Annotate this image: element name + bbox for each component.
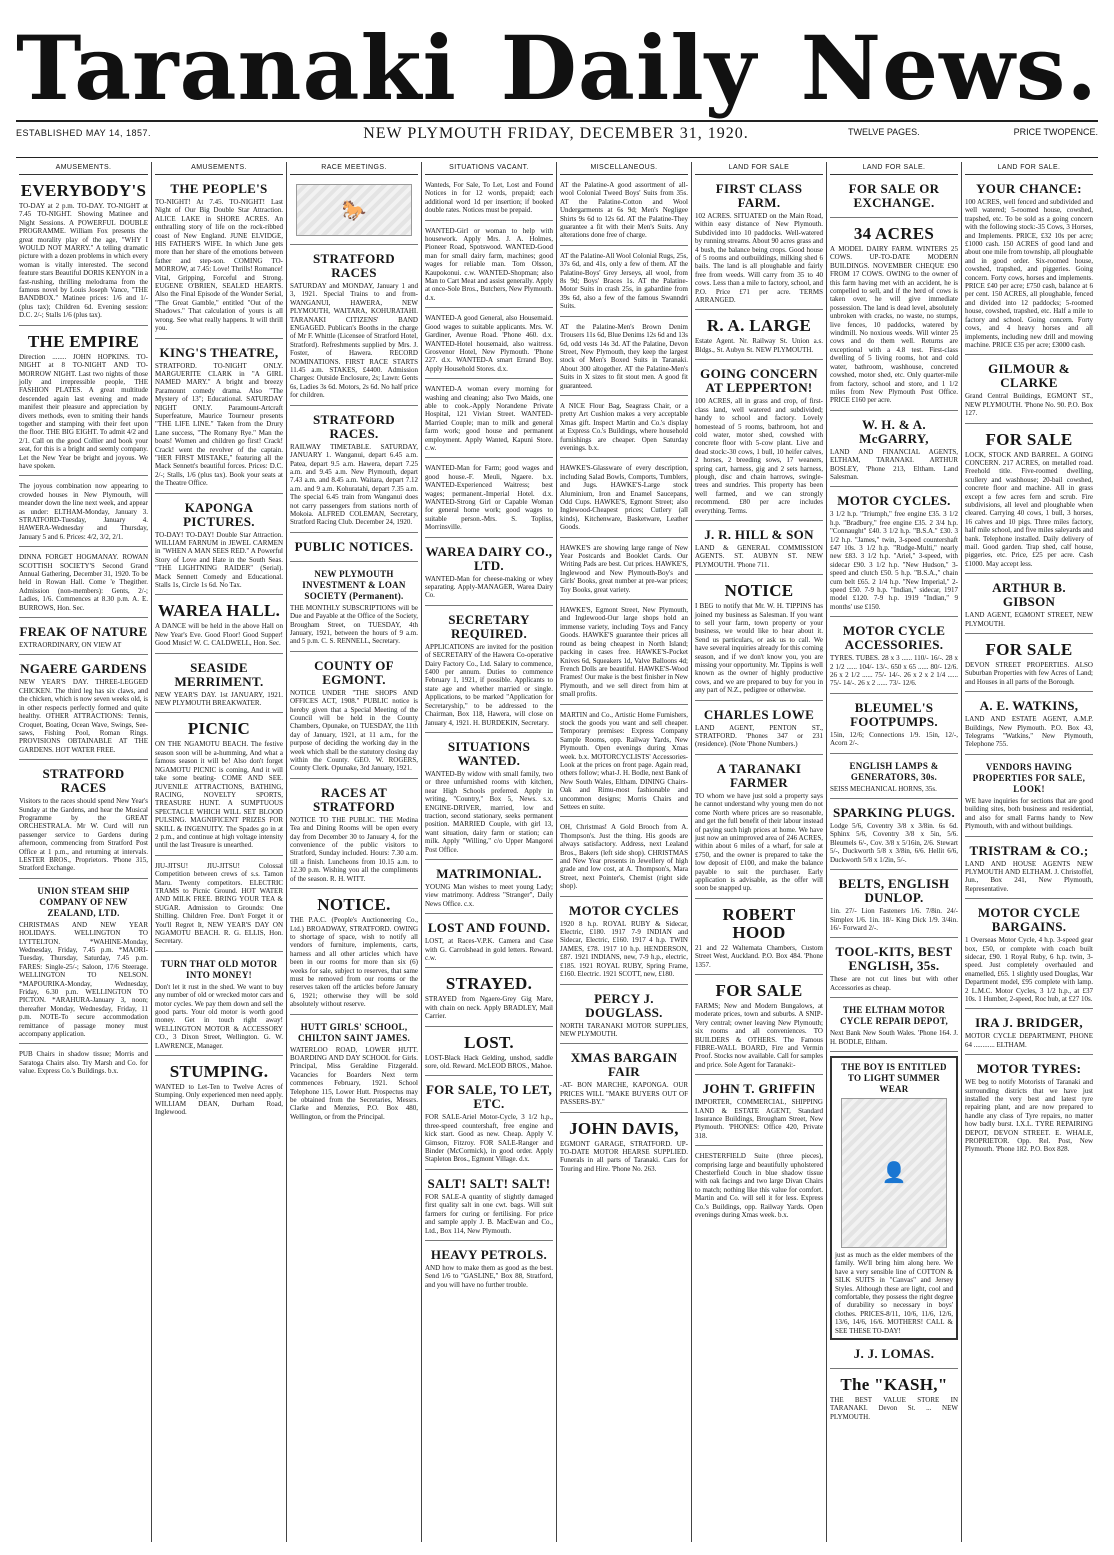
- notice-block: [425, 972, 553, 1026]
- notice-title: THE EMPIRE: [27, 331, 140, 351]
- notice-title: KING'S THEATRE,: [159, 344, 279, 360]
- notice-title: BELTS, ENGLISH DUNLOP.: [838, 876, 950, 906]
- notice-block: [560, 821, 688, 896]
- stagecoach-illustration: [296, 184, 412, 236]
- notice-text: NOTICE UNDER "THE SHOPS AND OFFICES ACT, 1908." PUBLIC notice is hereby given that a Special Meeting of the Council will be held in the County Chambers, Opunake, on TUESDAY, the 11th day of January, 1921, at 11 a.m., for the purpose of deciding the working day in the week which shall be the statutory closing day within the County. GEO. W. ROGERS, County Clerk. Opunake, 3rd January, 1921.: [290, 688, 418, 773]
- column-heading: AMUSEMENTS.: [19, 162, 148, 175]
- notice-title: 34 ACRES: [853, 224, 935, 243]
- notice-title: SITUATIONS WANTED.: [447, 738, 531, 768]
- notice-block: [425, 918, 553, 968]
- notice-text: LOCK, STOCK AND BARREL. A GOING CONCERN. 217 ACRES, on metalled road. Freehold title. Five-roomed dwelling, scullery and washhouse; 20-bail cowshed, concrete floor and machine. All in grass except a few acres fern and scrub. Fire subdivisions, all level and ploughable when cleared. Carrying 40 cows, 1 bull, 3 horses, 16 calves and 10 pigs. Three miles factory, half mile school, and five miles saleyards and bank. Telephone installed. Daily delivery of mail. Good garden. Trap shed, calf house, piggeries, etc. Price, £25 per acre. Cash £1000. May accept less.: [965, 450, 1093, 568]
- notice-block: [695, 179, 823, 310]
- notice-block: [965, 696, 1093, 755]
- notice-title: CHARLES LOWE: [703, 706, 815, 722]
- notice-text: Visitors to the races should spend New Year's Sunday at the Gardens, and hear the Musical Programme by the GREAT ORCHESTRALA. Mr W. Curd will run passenger service to Gardens during afternoon, commencing from Stratford Post Office at 1 p.m., and returning at intervals. LESTER BROS., Proprietors. 'Phone 315, Stratford Exchange.: [19, 797, 148, 873]
- notice-text: WATERLOO ROAD, LOWER HUTT. BOARDING AND DAY SCHOOL for Girls. Principal, Miss Geraldine Fitzgerald. Vacancies for Boarders Next term commences February, 1921. School Telephone 115, Lower Hutt. Prospectus may be obtained from the Secretaries, Messrs. Clarke and Menzies, P.O. Box 480, Wellington, or from the Principal.: [290, 1045, 418, 1121]
- notice-text: HAWKE'S, Egmont Street, New Plymouth, and Inglewood-Our large shops hold an immense variety, including Toys and Fancy Goods. HAWKE'S guarantee their prices all round as being cheapest in North Island; packing in cases free. HAWKE'S-Pocket Knives 6d, Squeakers 1d, Valve Balloons 4d; French Dolls are beautiful. HAWKE'S-Wood Frames! Our make is the best finisher in New Plymouth, and we sell direct from him at small profits.: [560, 606, 688, 699]
- notice-title: MOTOR CYCLE ACCESSORIES.: [842, 623, 946, 653]
- notice-text: LAND AND ESTATE AGENT, A.M.P. Buildings, New Plymouth. P.O. Box 43, Telegrams "Watkins," New Plymouth, Telephone 755.: [965, 715, 1093, 749]
- notice-title: SALT! SALT! SALT!: [427, 1175, 551, 1191]
- notice-block: [830, 621, 958, 694]
- notice-block: [560, 542, 688, 600]
- notice-block: [695, 1079, 823, 1146]
- notice-title: R. A. LARGE: [706, 316, 812, 336]
- notice-block: [830, 179, 958, 218]
- dateline-strap: [16, 120, 1098, 158]
- notice-block: [155, 956, 283, 1056]
- notice-block: [155, 599, 283, 653]
- notice-title: THE PEOPLE'S: [170, 181, 268, 196]
- column-2: [151, 162, 286, 1542]
- notice-text: LAND AGENT, PENTON ST., STRATFORD. 'Phones 347 or 231 (residence). (Note 'Phone Numbers.): [695, 723, 823, 749]
- notice-block: [425, 179, 553, 221]
- notice-block: [695, 759, 823, 899]
- established-line: ESTABLISHED MAY 14, 1857.: [16, 128, 152, 138]
- notice-block: [290, 249, 418, 406]
- notice-text: WANTED-Girl or woman to help with housework. Apply Mrs. J. A. Holmes, Pioneer Road, Spotswood. WANTED-Good man for small dairy farm, machines; good wages for reliable man. Tom Olsson, Kaupokonui. c.w. WANTED-Shopman; also Man to Cart Meat and assist generally. Apply at once-Sole Bros., Butchers, New Plymouth. d.x.: [425, 226, 553, 302]
- notice-title: NOTICE: [724, 581, 794, 601]
- notice-text: These are not cut lines but with other Accessories as cheap.: [830, 975, 958, 992]
- notice-text: NORTH TARANAKI MOTOR SUPPLIES, NEW PLYMOUTH.: [560, 1021, 688, 1038]
- notice-block: [425, 542, 553, 606]
- notice-text: HAWKE'S-Glassware of every description, including Salad Bowls, Comports, Tumblers, and Jugs. HAWKE'S-Large stock Aluminium, Iron and Enamel Saucepans, Odd Cups. HAWKE'S, Egmont Street; also Inglewood-Cheapest prices; Cutlery (all kinds), Kitchenware, Basketware, Leather Goods.: [560, 464, 688, 532]
- notice-text: CHESTERFIELD Suite (three pieces), comprising large and beautifully upholstered Chesterfield Couch in blue shadow tissue with oak facings and two large Divan Chairs to match; nothing like this value for comfort. Martin and Co. will sell it for less. Express Co.'s Buildings, opp. Railway Yards. Open evenings during Xmas week. b.x.: [695, 1152, 823, 1220]
- masthead-word-2: Daily: [500, 16, 757, 120]
- boy-figure-illustration: [841, 1098, 947, 1248]
- notice-title: FOR SALE: [985, 640, 1073, 660]
- notice-text: LOST, at Races-V.P.K. Camera and Case with G. Carrolshead in gold letters. Reward. c.w.: [425, 937, 553, 962]
- notice-block: [965, 179, 1093, 355]
- notice-block: [830, 758, 958, 799]
- notice-title: STRATFORD RACES.: [313, 411, 395, 441]
- notice-block: [290, 179, 418, 245]
- column-4: [421, 162, 556, 1542]
- notice-text: Don't let it rust in the shed. We want to buy any number of old or wrecked motor cars and motor cycles. We pay them down and sell the good parts. Your old motor is worth good money. Get in touch right away! WELLINGTON MOTOR & ACCESSORY CO., 3 Dixon Street, Wellington. G. W. LAWRENCE, Manager.: [155, 982, 283, 1050]
- notice-text: Estate Agent. Nr. Railway St. Union a.s. Bldgs., St. Aubyn St. NEW PLYMOUTH.: [695, 337, 823, 354]
- notice-block: [19, 764, 148, 879]
- notice-block: [425, 462, 553, 537]
- notice-text: AT the Palatine-A good assortment of all-wool Colonial Tweed Boys' Suits from 35s. AT the Palatine-Cotton and Wool Undergarments at 6s 9d; Men's Negligee Shirts 9s 6d to 12s 6d. AT the Palatine-They guarantee a fit with their Men's Suits. Any alterations done free of charge.: [560, 181, 688, 240]
- notice-block: [155, 658, 283, 714]
- notice-title: FOR SALE: [715, 980, 803, 1000]
- notice-text: WE beg to notify Motorists of Taranaki and surrounding districts that we have just installed the very best and latest tyre repairing plant, and are now prepared to handle any class of Tyre repairs, no matter how badly burst. I.X.L. TYRE REPAIRING DEPOT, DEVON STREET. E. WHALE, PROPRIETOR. Opp. Rel. Post, New Plymouth. 'Phone 182. P.O. Box 828.: [965, 1078, 1093, 1154]
- notice-block: [290, 783, 418, 889]
- notice-block: [830, 415, 958, 488]
- notice-block: [830, 1344, 958, 1369]
- notice-title: The "KASH,": [840, 1375, 948, 1394]
- notice-title: XMAS BARGAIN FAIR: [570, 1050, 678, 1080]
- column-heading: AMUSEMENTS.: [155, 162, 283, 175]
- notice-block: [155, 179, 283, 339]
- notice-block: [425, 1174, 553, 1241]
- notice-block: [965, 1059, 1093, 1159]
- column-6: [691, 162, 826, 1542]
- notice-title: FOR SALE, TO LET, ETC.: [425, 1082, 553, 1112]
- notice-title: YOUR CHANCE:: [976, 181, 1082, 196]
- notice-text: THE BEST VALUE STORE IN TARANAKI. Devon St. ... NEW PLYMOUTH.: [830, 1396, 958, 1421]
- column-heading: RACE MEETINGS.: [290, 162, 418, 175]
- notice-block: [830, 942, 958, 998]
- notice-text: YOUNG Man wishes to meet young Lady; view matrimony. Address "Stranger", Daily News Office. c.x.: [425, 882, 553, 908]
- notice-title: IRA J. BRIDGER,: [975, 1015, 1083, 1031]
- notice-title: ROBERT HOOD: [722, 904, 796, 942]
- notice-title: NEW PLYMOUTH INVESTMENT & LOAN SOCIETY (Permanent).: [302, 568, 406, 601]
- notice-block: [560, 604, 688, 704]
- notice-title: STRATFORD RACES: [313, 251, 395, 280]
- notice-title: VENDORS HAVING PROPERTIES FOR SALE, LOOK!: [972, 761, 1086, 794]
- notice-text: DINNA FORGET HOGMANAY. ROWAN SCOTTISH SOCIETY'S Second Grand Annual Gathering, December 31, 1920. To be held in Rowan Hall. Come 'e Thegither. Admission (non-members): Gents, 2/-; Ladies, 1/6. Commences at 8.30 p.m. A. E. BURROWS, Hon. Sec.: [19, 553, 148, 612]
- column-3: [286, 162, 421, 1542]
- notice-title: ARTHUR B. GIBSON: [992, 580, 1066, 610]
- notice-block: [560, 321, 688, 396]
- notice-title: SPARKING PLUGS.: [833, 805, 955, 821]
- notice-title: MOTOR CYCLES: [569, 902, 679, 918]
- notice-title: SEASIDE MERRIMENT.: [174, 659, 264, 689]
- notice-block: [965, 578, 1093, 634]
- notice-title: BLEUMEL'S FOOTPUMPS.: [850, 699, 938, 729]
- notice-title: PICNIC: [187, 719, 251, 739]
- notice-block: [19, 179, 148, 326]
- notice-text: FOR SALE-A quantity of slightly damaged first quality salt in one cwt. bags. Will suit farmers for curing or fertilising. For price and sample apply J. B. MacEwan and Co., Ltd., Box 114, New Plymouth.: [425, 1192, 553, 1235]
- notice-block: [965, 759, 1093, 837]
- notice-text: WE have inquiries for sections that are good building sites, both business and residential, and also for small Farms handy to New Plymouth, with and without buildings.: [965, 796, 1093, 831]
- notice-text: FOR SALE-Ariel Motor-Cycle, 3 1/2 h.p., three-speed countershaft, free engine and kick start. Good as new. Cheap. Apply V. Gimson, Fitzroy. FOR SALE-Ranger and Binder (McCormick), in good order. Apply Stapleton Bros., Egmont Village. d.x.: [425, 1113, 553, 1164]
- notice-block: [19, 659, 148, 760]
- notice-block: [695, 314, 823, 360]
- notice-block: [560, 1117, 688, 1179]
- notice-title: EVERYBODY'S: [20, 181, 147, 200]
- notice-title: TURN THAT OLD MOTOR INTO MONEY!: [160, 958, 278, 980]
- notice-block: [425, 1080, 553, 1169]
- notice-text: 1 Overseas Motor Cycle, 4 h.p. 3-speed gear box, £50, or complete with coach built sidecar, £90. 1 Royal Ruby, 6 h.p. twin, 3-speed. Just completely overhauled and enamelled, £65. 1 slightly used Douglas, War Department model, £95 complete with lamp. 2 L.M.C. Motor Cycles, 3 1/2 h.p., at £37 10s. 1 Humber, 2-speed, Roc hub, at £27 10s.: [965, 936, 1093, 1003]
- notice-block: [830, 698, 958, 754]
- notice-text: 100 ACRES, well fenced and subdivided and well watered; 5-roomed house, cowshed, trapshed, etc. To be sold as a going concern with the following stock:-35 Cows, 3 Horses, and Implements. PRICE, £32 10s per acre; £1000 cash. 150 ACRES of good land and about one mile from township, all ploughable and in good order. Six-roomed house, cowshed, trapshed, and piggeries. Going concern. Forty cows, horses and implements. PRICE £40 per acre; £750 cash, balance at 6 per cent. 150 ACRES, all ploughable, fenced and divided into 12 paddocks; 5-roomed house, cowshed, trapshed, etc. Half a mile to factory and school. Going concern. Forty cows, and 4 heavy horses and all implements, including new drill and mowing machine. PRICE £35 per acre; £3000 cash.: [965, 198, 1093, 349]
- notice-text: LAND AND FINANCIAL AGENTS, ELTHAM, TARANAKI. ARTHUR BOSLEY, 'Phone 213, Eltham. Land Salesman.: [830, 447, 958, 481]
- notice-text: FARMS; New and Modern Bungalows, at moderate prices, town and suburbs. A SNIP-Very central; owner leaving New Plymouth; six rooms and all conveniences. TO BUILDERS & OTHERS. The Famous FIBRE-WALL BOARD, Fire and Vermin Proof. Stocks now available. Call for samples and price. Sole Agent for Taranaki:-: [695, 1001, 823, 1069]
- notice-text: TO whom we have just sold a property says he cannot understand why young men do not come North where prices are so reasonable, and get the full benefit of their labour instead of paying such high prices at home. We have just now an unimproved area of 246 ACRES, within about 6 miles of a wharf, for sale at £750, and the owner is prepared to take the low deposit of £100, and make the balance payable to suit the purchaser. Early application is advisable, as the offer will soon be snapped up.: [695, 791, 823, 893]
- notice-block: [19, 883, 148, 1045]
- notice-block: [965, 841, 1093, 900]
- notice-block: [830, 1056, 958, 1340]
- notice-block: [425, 1245, 553, 1294]
- notice-block: [560, 709, 688, 818]
- column-1: [16, 162, 151, 1542]
- notice-title: FOR SALE: [985, 429, 1073, 449]
- notice-title: KAPONGA PICTURES.: [183, 499, 255, 529]
- notice-block: [290, 566, 418, 652]
- notice-text: STRATFORD. TO-NIGHT ONLY. MARGUERITE CLARK in "A GIRL NAMED MARY." A bright and breezy Paramount comedy drama. Also "The Mystery of 13"; Educational. SATURDAY NIGHT ONLY. Paramount-Artcraft Superfeature, Maurice Tourneur presents "THE LIFE LINE." Taken from the Drury Lane success, "The Romany Rye." Man the boats! Women and children go first! Crack! Crack! went the revolver of the captain. "HER FIRST MISTAKE," featuring all the Mack Sennett's beautiful forces. Prices: D.C. 2/-; Stalls, 1/6 (plus tax). Book your seats at the Theatre Office.: [155, 361, 283, 488]
- notice-text: Grand Central Buildings, EGMONT ST., NEW PLYMOUTH. 'Phone No. 90. P.O. Box 127.: [965, 392, 1093, 418]
- notice-title: NGAERE GARDENS: [20, 661, 147, 677]
- notice-block: [560, 1048, 688, 1112]
- notice-block: [830, 1373, 958, 1426]
- notice-title: JOHN DAVIS,: [569, 1118, 679, 1138]
- notice-block: [155, 498, 283, 596]
- notice-title: SECRETARY REQUIRED.: [448, 611, 530, 641]
- notice-title: J. J. LOMAS.: [853, 1346, 935, 1361]
- notice-text: EXTRAORDINARY, ON VIEW AT: [19, 641, 122, 650]
- notice-block: [425, 312, 553, 379]
- notice-text: STRAYED from Ngaere-Grey Gig Mare, with chain on neck. Apply BRADLEY, Mail Carrier.: [425, 995, 553, 1021]
- masthead-word-1: Taranaki: [16, 16, 457, 120]
- notice-block: [560, 462, 688, 537]
- notice-title: NOTICE.: [317, 895, 391, 915]
- notice-title: GOING CONCERN AT LEPPERTON!: [700, 366, 818, 396]
- column-7: [826, 162, 961, 1542]
- notice-text: JIU-JITSU! JIU-JITSU! Colossal Competition between crews of s.s. Tamon Maru. Twenty competitors. ELECTRIC TRAMS to Picnic Ground. HOT WATER AND MILK FREE. BRING YOUR TEA & SUGAR. Admission to Grounds: One Shilling. Children Free. Don't Forget it or You'll Regret It, NEW YEAR'S DAY ON NGAMOTU BEACH. R. G. ELLIS, Hon. Secretary.: [155, 861, 283, 946]
- notice-text: AND how to make them as good as the best. Send 1/6 to "GASLINE," Box 88, Stratford, and you will have no further trouble.: [425, 1263, 553, 1289]
- column-heading: LAND FOR SALE: [695, 162, 823, 175]
- notice-text: LAND & GENERAL COMMISSION AGENTS. ST. AUBYN ST. NEW PLYMOUTH. 'Phone 711.: [695, 543, 823, 569]
- notice-block: [290, 1019, 418, 1127]
- notice-block: [290, 410, 418, 533]
- notice-title: FIRST CLASS FARM.: [715, 181, 803, 210]
- notice-block: [830, 491, 958, 617]
- notice-text: ON THE NGAMOTU BEACH. The festive season soon will be a-humming, And what a famous season it will be! Also don't forget NGAMOTU PICNIC is coming, And it will take some beating- COME AND SEE. JUVENILE ATTRACTIONS, BATHING, RACING, NOVELTY SPORTS, TREASURE HUNT. A SUMPTUOUS SPECTACLE WHICH WILL SET BLOOD PULSING. MAGNIFICENT PRIZES FOR SKILL & INGENUITY. The Spades go in at 2 p.m., and continue at high voltage intensity until the last Treasure is unearthed.: [155, 740, 283, 850]
- notice-title: LOST AND FOUND.: [427, 920, 551, 936]
- notice-text: Next Bank New South Wales. 'Phone 164. J. H. BODLE, Eltham.: [830, 1029, 958, 1046]
- notice-text: HAWKE'S are showing large range of New Year Postcards and Booklet Cards. Our Writing Pads are best. Cut prices. HAWKE'S, Inglewood and New Plymouth-Boy's and Girls' Books, great number at pre-war prices; Toy Books, great variety.: [560, 543, 688, 594]
- dateline: NEW PLYMOUTH FRIDAY, DECEMBER 31, 1920.: [363, 125, 749, 142]
- notice-text: EGMONT GARAGE, STRATFORD. UP-TO-DATE MOTOR HEARSE SUPPLIED. Funerals in all parts of Taranaki. Cars for Touring and Hire. 'Phone No. 263.: [560, 1139, 688, 1173]
- notice-text: WANTED-A good General, also Housemaid. Good wages to suitable applicants. Mrs. W. Gardiner, Avenue Road. 'Phone 460. d.x. WANTED-Hotel housemaid, also waitress. Grosvenor Hotel, New Plymouth. 'Phone 227. d.x. WANTED-A smart Errand Boy. Apply Household Stores. d.x.: [425, 314, 553, 373]
- notice-text: WANTED-By widow with small family, two or three unfurnished rooms with kitchen, near High Schools preferred. Apply in writing, "Country," Box 5, News. s.x. ENGINE-DRIVER, married, low and traction, second stationary, seeks permanent position. MARRIED Couple, with girl 13, want situation, dairy farm or station; can milk. Apply "Willing," c/o Upper Mangorei Post Office.: [425, 769, 553, 854]
- notice-text: The joyous combination now appearing to crowded houses in New Plymouth, will meander down the line next week, and appear as under: ELTHAM-Monday, January 3. STRATFORD-Tuesday, January 4. HAWERA-Wednesday and Thursday, January 5 and 6. Prices: 4/2, 3/2, 2/1.: [19, 482, 148, 541]
- notice-text: LOST-Black Hack Gelding, unshod, saddle sore, old. Reward. McLEOD BROS., Mahoe.: [425, 1053, 553, 1071]
- notice-title: UNION STEAM SHIP COMPANY OF NEW ZEALAND, LTD.: [37, 885, 130, 918]
- notice-title: TOOL-KITS, BEST ENGLISH, 35s.: [835, 944, 953, 974]
- notice-title: FOR SALE OR EXCHANGE.: [848, 181, 940, 210]
- column-heading: MISCELLANEOUS.: [560, 162, 688, 175]
- notice-text: WANTED-Man for Farm; good wages and good house.-F. Meuli, Ngaere. b.x. WANTED-Experienced Waitress; best wages; permanent.-Imperial Hotel. d.x. WANTED-Strong Girl or Capable Woman for general home work; good wages to suitable person.-Mrs. S. Topliss, Morrinsville.: [425, 464, 553, 532]
- notice-block: [290, 893, 418, 1014]
- notice-block: [155, 1060, 283, 1122]
- notice-text: I BEG to notify that Mr. W. H. TIPPINS has joined my business as Salesman. If you want to sell your farm, town property or your business, we would like to hear about it. Send us particulars, or ask us to call. We have several inquiries already for this coming season, and if we don't know you, you are missing your opportunity. Mr. Tippins is well known as the owner of highly productive cows, and we are prepared to buy for you in any part of N.Z., pedigree or otherwise.: [695, 602, 823, 695]
- notice-text: Direction ........ JOHN HOPKINS. TO-NIGHT at 8 TO-NIGHT AND TO-MORROW NIGHT. Last two nights of those jolly and irrepressible people, THE FASHION PLATES. A great multitude descended again last evening and made manifest their pleasure and appreciation by divers methods, even to smiting their hands together and stamping with their feet upon the floor. THE BIG EIGHT. To admit 4/2 and 2/1. Call on the good Collier and book your seat, for this is a bright and seemly company. Let the New Year be bright and joyous. We have spoken.: [19, 352, 148, 470]
- notice-text: 100 ACRES, all in grass and crop, of first-class land, well watered and subdivided; handy to school and factory. Lovely homestead of 5 rooms, bathroom, hot and cold water, motor shed, cowshed with concrete floor with 5-cow plant. Live and dead stock:-30 cows, 1 bull, 10 heifer calves, 2 horses, 2 breeding sows, 17 weaners, spring cart, harness, gig and 2 sets harness, plough, disc and chain harrows, swingle-trees and sundries. This property has been well farmed, and we can strongly recommend. £80 per acre includes everything. Terms.: [695, 397, 823, 515]
- notice-title: FREAK OF NATURE: [19, 624, 148, 640]
- notice-title: ENGLISH LAMPS & GENERATORS, 30s.: [849, 760, 939, 782]
- notice-text: THE P.A.C. (People's Auctioneering Co., Ltd.) BROADWAY, STRATFORD. OWING to shortage of space, wish to notify all vendors of furniture, implements, carts, harness and all other articles which have been in our rooms for more than six (6) weeks for sale, subject to reserves, that same must be removed from our rooms or the reserves taken off the articles before January 6, 1921; otherwise they will be sold absolutely without reserve.: [290, 916, 418, 1009]
- notice-title: W. H. & A. McGARRY,: [859, 416, 929, 446]
- notice-block: [19, 551, 148, 618]
- notice-title: A. E. WATKINS,: [979, 698, 1079, 714]
- notice-text: AT the Palatine-Men's Brown Denim Trousers 11s 6d, Blue Denims 12s 6d and 13s 6d, odd vests 14s 3d. AT the Palatine, Devon Street, New Plymouth, they keep the largest stock of Men's Boxed Suits in Taranaki. About 300 altogether. AT the Palatine-Men's Suits in X sizes to fit stout men. A good fit guaranteed.: [560, 322, 689, 390]
- notice-text: LAND AND HOUSE AGENTS NEW PLYMOUTH AND ELTHAM. J. Christoffel, Jun., Box 241, New Plymouth, Representative.: [965, 859, 1093, 893]
- page-count: TWELVE PAGES.: [848, 127, 920, 137]
- notice-block: [155, 860, 283, 952]
- notice-title: J. R. HILL & SON: [704, 526, 814, 542]
- notice-text: LAND AGENT, EGMONT STREET, NEW PLYMOUTH.: [965, 611, 1093, 628]
- notice-title: JOHN T. GRIFFIN: [702, 1081, 816, 1097]
- notice-block: [830, 222, 958, 411]
- notice-block: [290, 656, 418, 779]
- notice-text: WANTED to Let-Ten to Twelve Acres of Stumping. Only experienced men need apply. WILLIAM DEAN, Durham Road, Inglewood.: [155, 1083, 283, 1117]
- notice-title: HEAVY PETROLS.: [430, 1246, 548, 1262]
- notice-block: [695, 364, 823, 521]
- notice-block: [560, 250, 688, 317]
- notice-text: Wanteds, For Sale, To Let, Lost and Found Notices in for 12 words, prepaid; each additional word 1d per insertion; if booked double rates. Notices must be prepaid.: [425, 181, 553, 215]
- notice-title: MATRIMONIAL.: [436, 865, 542, 881]
- notice-title: STRATFORD RACES: [42, 766, 125, 796]
- notice-text: WANTED-A woman every morning for washing and cleaning; also Two Maids, one able to cook.-Apply Norandene Private Hospital, 121 Vivian Street. WANTED-Married Couple; man to milk and general farm work; good house and permanent employment. Apply Wanted, Kapuni Store. c.w.: [425, 385, 553, 452]
- notice-title: STUMPING.: [169, 1062, 269, 1082]
- column-heading: LAND FOR SALE.: [965, 162, 1093, 175]
- notice-title: GILMOUR & CLARKE: [988, 361, 1070, 391]
- notice-block: [155, 717, 283, 855]
- masthead: [16, 8, 1098, 120]
- notice-title: PERCY J. DOUGLASS.: [585, 990, 663, 1020]
- column-heading: LAND FOR SALE.: [830, 162, 958, 175]
- notice-title: MOTOR CYCLE BARGAINS.: [977, 905, 1081, 935]
- notice-text: OH, Christmas! A Gold Brooch from A. Thompson's. Just the thing. His goods are always satisfactory. Address, next Lealand Bros., Bakers (left side shop). CHRISTMAS and New Year presents in Jewellery of high grade and low cost, at A. Thompson's, Mara Street, next Pointer's, Chemist (right side shop).: [560, 823, 688, 891]
- column-heading: SITUATIONS VACANT.: [425, 162, 553, 175]
- notice-text: 1in. 27/- Lion Fasteners 1/6. 7/8in. 24/- Simplex 1/6. 1in. 18/- King Dick 1/9. 3/4in. 16/- Forward 2/-.: [830, 907, 958, 932]
- notice-text: 15in, 12/6; Connections 1/9. 15in, 12/-, Acorn 2/-.: [830, 730, 958, 748]
- notice-text: just as much as the elder members of the family. We'll bring him along here. We have a very sensible line of COTTON & SILK SUITS in "Canvas" and Jersey Styles. Although these are light, cool and comfortable, they possess the right degree of durability so necessary in boys' clothes. PRICES-8/11, 10/6, 11/6, 12/6, 13/6, 14/6, 16/6. MOTHERS! CALL & SEE THESE TO-DAY!: [835, 1250, 953, 1335]
- notice-block: [290, 537, 418, 562]
- notice-block: [425, 864, 553, 914]
- notice-text: TO-NIGHT! At 7.45. TO-NIGHT! Last Night of Our Big Double Star Attraction. ALICE LAKE in SHORE ACRES. An enthralling story of life on the rock-ribbed coast of New England. JUNE ELVIDGE, HIS FATHER'S WIFE. In which June gets more than her share of the emotions between father and step-son. COMING TO-MORROW, at 7.45: Love! Thrills! Romance! Vital, Gripping, Forceful and Strong. EUGENE O'BRIEN, SEALED HEARTS. Also the Final Episode of the Wonder Serial, "The Great Gamble," entitled "Out of the Shadows." That calculation of yours is all wrong. See what really happens. It will thrill you.: [155, 198, 283, 333]
- notice-block: [425, 610, 553, 733]
- notice-block: [19, 480, 148, 547]
- notice-block: [830, 803, 958, 870]
- notice-title: THE ELTHAM MOTOR CYCLE REPAIR DEPOT,: [839, 1005, 949, 1027]
- notice-block: [695, 1150, 823, 1224]
- notice-text: 3 1/2 h.p. "Triumph," free engine £35. 3 1/2 h.p. "Bradbury," free engine £35. 2 3/4 h.p. "Connaught" £40. 3 1/2 h.p. "B.S.A." £30. 3 1/2 h.p. "James," twin, 3-speed countershaft £47 10s. 3 1/2 h.p. "Rudge-Multi," nearly new £83. 3 1/2 h.p. "Ariel," 3-speed, with sidecar £90. 3 1/2 h.p. "New Hudson," 3-speed and clutch £50. 5 h.p. "B.S.A.," chain cum belt £65. 2 1/4 h.p. "New Imperial," 2-speed £50. 7-9 h.p. "Indian," sidecar, 1917 model £120. 7-9 h.p. 1919 "Indian," 9 months' use £150.: [830, 510, 958, 611]
- notice-block: [425, 383, 553, 458]
- notice-block: [19, 622, 148, 655]
- notice-title: STRAYED.: [445, 974, 533, 994]
- notice-block: [695, 903, 823, 975]
- notice-title: A TARANAKI FARMER: [716, 760, 802, 790]
- notice-text: SATURDAY and MONDAY, January 1 and 3, 1921. Special Trains to and from-WANGANUI, HAWERA, NEW PLYMOUTH, WAITARA, KOHURATAHI. TARANAKI CITIZENS' BAND ENGAGED. Publican's Booths in the charge of Mr F. Whittle (Licensee of Stratford Hotel, Stratford). Refreshments supplied by Mrs. J. Foster, of Hawera. RECORD NOMINATIONS. FIRST RACE STARTS 11.45 a.m. STAKES, £4400. Admission Charges: Outside Enclosure, 2s; Lawn: Gents 6s, Ladies 3s 6d. Motors, 2s 6d. No half price for children.: [290, 282, 418, 400]
- notice-block: [425, 1031, 553, 1077]
- notice-block: [19, 1048, 148, 1080]
- notice-text: MARTIN and Co., Artistic Home Furnishers, stock the goods you want and sell cheaper. Temporary premises: Express Company Sample Rooms, opp. Railway Yards, New Plymouth. Open evenings during Xmas week. b.x. MOTORCYCLISTS' Accessories-Look at the prices on front page. Again read, others follow; what-J. H. Bodle, next Bank of New South Wales, Eltham. DINING Chairs-Oak and Rimu-most fashionable and uncommon designs; Morris Chairs and Settees en suite.: [560, 710, 688, 811]
- notice-block: [965, 1013, 1093, 1055]
- notice-block: [695, 705, 823, 755]
- notice-block: [425, 225, 553, 309]
- notice-title: LOST.: [464, 1032, 514, 1052]
- notice-text: IMPORTER, COMMERCIAL, SHIPPING LAND & ESTATE AGENT, Standard Insurance Buildings, Brougham Street, New Plymouth. 'PHONES: Office 420, Private 318.: [695, 1098, 823, 1140]
- notice-text: PUB Chairs in shadow tissue; Morris and Saratoga Chairs also. Try Marsh and Co. for value. Express Co.'s Buildings. b.x.: [19, 1050, 148, 1076]
- price-line: PRICE TWOPENCE.: [1013, 127, 1098, 137]
- notice-text: APPLICATIONS are invited for the position of SECRETARY of the Hawera Co-operative Dairy Factory Co., Ltd. Salary to commence, £400 per annum. Duties to commence February 1, 1921, if possible. Applicants to state age and whether married or single. Applications, to be marked "Application for Secretaryship," to be addressed to the Chairman, Box 118, Hawera, will close on January 4, 1921. H. BURDEKIN, Secretary.: [425, 642, 553, 727]
- notice-block: [560, 989, 688, 1045]
- notice-text: AT the Palatine-All Wool Colonial Rugs, 25s, 37s 6d, and 41s, only a few of them. AT the Palatine-Boys' Grey Jerseys, all wool, from 8s 9d; Boys' Braces 1s. AT the Palatine-Motor Suits in crash 25s, in gabardine from 39s 6d, also a few of the famous Swanndri Suits.: [560, 251, 688, 311]
- notice-block: [695, 579, 823, 700]
- notice-text: TO-DAY at 2 p.m. TO-DAY. TO-NIGHT at 7.45 TO-NIGHT. Showing Matinee and Night Sessions. A POWERFUL DOUBLE PROGRAMME. William Fox presents the great morality play of the age, "WHY I WOULD NOT MARRY." A telling dramatic picture with a dozen problems in which every woman is vitally interested. The second feature stars Beautiful DORIS KENYON in a fast-rushing, thrilling melodrama from the famous novel by Louis Joseph Vance, "THE BANDBOX." Matinee prices: 1/6 and 1/- (plus tax); Children 6d. Evening session: D.C. 2/-; Stalls 1/6 (plus tax).: [19, 202, 148, 320]
- notice-text: MOTOR CYCLE DEPARTMENT, PHONE 64 ............ ELTHAM.: [965, 1032, 1093, 1049]
- notice-text: SEISS MECHANICAL HORNS, 35s.: [830, 784, 937, 793]
- notice-text: Lodge 5/6, Coventry 3/8 x 3/8in. 6s 6d. Sphinx 5/6, Coventry 3/8 x 5in, 5/6. Bleumels 6/-, Cov. 3/8 x 5/16in, 2/6. Stewart 5/-, Duckworth 5/8 x 3/8in, 6/6. Hellit 6/6, Duckworth 5/8 x 1/2in, 5/-.: [830, 822, 958, 864]
- notice-block: [560, 179, 688, 246]
- notice-title: HUTT GIRLS' SCHOOL, CHILTON SAINT JAMES.: [297, 1021, 411, 1043]
- notice-block: [560, 901, 688, 985]
- notice-text: 21 and 22 Waltemata Chambers, Custom Street West, Auckland. P.O. Box 484. 'Phone 1357.: [695, 943, 823, 969]
- notice-text: A NICE Flour Bag, Seagrass Chair, or a pretty Art Cushion makes a very acceptable Xmas gift. Inspect Martin and Co.'s display at Express Co.'s Buildings, where household furnishings are cheaper. Open Saturday evenings. b.x.: [560, 401, 688, 452]
- notice-text: NOTICE TO THE PUBLIC. THE Medina Tea and Dining Rooms will be open every day from December 30 to January 4, for the convenience of the public visitors to Stratford, Sunday included. Hours: 7.30 a.m. till a finish. Luncheons from 10.15 a.m. to 12.30 p.m. Wishing you all the compliments of the season. R. H. WITT.: [290, 815, 418, 883]
- notice-title: MOTOR CYCLES.: [837, 493, 951, 509]
- notice-block: [155, 343, 283, 494]
- columns-area: [16, 162, 1098, 1542]
- notice-block: [695, 525, 823, 575]
- notice-text: WANTED-Man for cheese-making or whey separating. Apply-MANAGER, Warea Dairy Co.: [425, 574, 553, 600]
- notice-block: [19, 330, 148, 477]
- notice-text: DEVON STREET PROPERTIES. ALSO Suburban Properties with few Acres of Land; and Houses in all parts of the Borough.: [965, 661, 1093, 686]
- notice-text: 102 ACRES. SITUATED on the Main Road, within easy distance of New Plymouth. Subdivided into 10 paddocks. Well-watered by running streams. About 90 acres grass and 4 bush, the balance being crops. Good house of 5 rooms and outbuildings, milking shed 6 bails. The land is all ploughable and fairly free from weeds. Will carry from 35 to 40 cows. Less than a mile to factory, school, and P.O. Price £71 per acre. TERMS ARRANGED.: [695, 212, 823, 305]
- notice-title: COUNTY OF EGMONT.: [314, 657, 394, 687]
- notice-text: A DANCE will be held in the above Hall on New Year's Eve. Good Floor! Good Supper! Good Music! W. C. CALDWELL, Hon. Sec.: [155, 622, 283, 648]
- notice-text: RAILWAY TIMETABLE. SATURDAY, JANUARY 1. Wanganui, depart 6.45 a.m. Patea, depart 9.5 a.m. Hawera, depart 7.25 a.m. and 9.45 a.m. New Plymouth, depart 7.43 a.m. and 8.45 a.m. Waitara, depart 7.12 a.m. and 9 a.m. Kohuratahi, depart 7.35 a.m. The special 6.45 train from Wanganui does not carry passengers from stations north of Mokoia. ALFRED COLEMAN, Secretary, Stratford Racing Club. December 24, 1920.: [290, 442, 418, 527]
- notice-block: [425, 737, 553, 860]
- notice-text: NEW YEAR'S DAY. THREE-LEGGED CHICKEN. The third leg has six claws, and the chicken, which is now seven weeks old, is in other respects perfectly formed and quite healthy. OTHER ATTRACTIONS: Tennis, Croquet, Boating, Ocean Wave, Swings, See-saws, Fishing Pool, Roman Rings. PROVISIONS OBTAINABLE AT THE GARDENS. HOT WATER FREE.: [19, 678, 148, 754]
- notice-text: -AT- BON MARCHE, KAPONGA. OUR PRICES WILL "MAKE BUYERS OUT OF PASSERS-BY.": [560, 1081, 688, 1107]
- notice-text: NEW YEAR'S DAY. 1st JANUARY, 1921. NEW PLYMOUTH BREAKWATER.: [155, 690, 283, 708]
- notice-title: TRISTRAM & CO.;: [969, 842, 1089, 858]
- notice-title: WAREA HALL.: [157, 601, 281, 621]
- notice-text: TYRES. TUBES. 28 x 3 ...... 110/- 16/-. 28 x 2 1/2 ...... 104/- 13/-. 650 x 65 ...... 80/- 12/6. 26 x 2 1/2 ...... 75/- 14/-. 26 x 2 x 2 1/4 ...... 75/- 14/-. 26 x 2 ...... 73/- 12/6.: [830, 654, 958, 688]
- notice-title: PUBLIC NOTICES.: [294, 538, 414, 554]
- notice-block: [965, 428, 1093, 575]
- notice-block: [830, 874, 958, 938]
- person-icon: 👤: [881, 1162, 907, 1185]
- notice-block: [965, 359, 1093, 423]
- notice-text: THE MONTHLY SUBSCRIPTIONS will be Due and Payable at the Office of the Society, Brougham Street, on TUESDAY, 4th January, 1921, between the hours of 9 a.m. and 5 p.m. C. S. RENNELL, Secretary.: [290, 603, 418, 646]
- masthead-word-3: News.: [800, 16, 1098, 120]
- notice-title: MOTOR TYRES:: [976, 1061, 1082, 1077]
- notice-title: WAREA DAIRY CO., LTD.: [425, 543, 553, 573]
- notice-block: [965, 903, 1093, 1009]
- notice-text: CHRISTMAS AND NEW YEAR HOLIDAYS. WELLINGTON TO LYTTELTON. *WAHINE-Monday, Wednesday, Friday, 7.45 p.m. *MAORI-Tuesday, Thursday, Saturday, 7.45 p.m. FARES: Single-25/-; Saloon, 17/6 Steerage. WELLINGTON TO NELSON. *MAPOURIKA-Monday, Wednesday, Friday, 6.30 p.m. WELLINGTON TO PICTON. *ARAHURA-January 3, noon; thereafter Monday, Wednesday, Friday, 11 p.m. NOTE-To secure accommodation remittance of passage money must accompany application.: [19, 920, 148, 1039]
- column-8: [961, 162, 1096, 1542]
- notice-block: [695, 979, 823, 1075]
- notice-block: [560, 400, 688, 458]
- notice-block: [830, 1002, 958, 1052]
- column-5: [556, 162, 691, 1542]
- notice-text: 1920 8 h.p. ROYAL RUBY & Sidecar, Electric, £180. 1917 7-9 INDIAN and Sidecar, Electric, £160. 1917 4 h.p. TWIN JAMES, £78. 1917 10 h.p. HENDERSON, £87. 1921 INDIANS, new, 7-9 h.p., electric, £185. 1921 ROYAL RUBY, Spring Frame, £160. Electric. 1921 SCOTT, new, £180.: [560, 919, 688, 979]
- notice-title: THE BOY IS ENTITLED TO LIGHT SUMMER WEAR: [841, 1061, 947, 1094]
- horse-icon: 🐎: [341, 199, 367, 222]
- notice-text: A MODEL DAIRY FARM. WINTERS 25 COWS. UP-TO-DATE MODERN BUILDINGS. NOVEMBER CHEQUE £90 FROM 17 COWS. OWING to the owner of this farm having met with an accident, he is compelled to sell, and if the herd of cows is taken over, he will give immediate possession. The land is dead level, absolutely unbroken with cracks, no waste, no stumps, live fences, 10 paddocks, watered by windmill. No noxious weeds. Will winter 25 cows and do them well. Returns are exceptional with a 4.8 test. First-class dwelling of 5 living rooms, hot and cold water, bathroom, washhouse, concreted cowshed, motor shed, etc. Only quarter-mile from factory, school and store, and 1 1/2 miles from New Plymouth Post Office. PRICE £160 per acre.: [830, 245, 958, 405]
- notice-title: RACES AT STRATFORD: [313, 784, 395, 814]
- notice-text: TO-DAY! TO-DAY! Double Star Attraction. WILLIAM FARNUM in JEWEL CARMEN in "WHEN A MAN SEES RED." A Powerful Story of Love and Hate in the South Seas. "THE LIGHTNING RAIDER" (Serial). Mack Sennett Comedy and Educational. Stalls 1s, Circle 1s 6d. No Tax.: [155, 530, 283, 590]
- notice-block: [965, 638, 1093, 692]
